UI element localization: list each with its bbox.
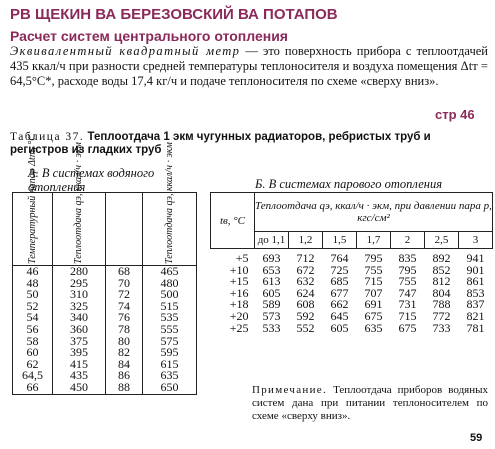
pressure-header: 2,5 [425, 232, 459, 249]
heat-output-cell: 605 [330, 320, 349, 335]
heat-output-cell: 435 [53, 370, 106, 382]
temp-diff-cell: 82 [106, 347, 143, 359]
col-header-temp-diff-2 [106, 193, 143, 266]
room-temp-cell: +10 [229, 262, 249, 277]
heat-output-cell: 500 [143, 289, 197, 301]
heat-output-cell: 715 [398, 308, 417, 323]
heat-output-cell: 310 [53, 289, 106, 301]
heat-output-cell: 465 [143, 266, 197, 278]
section-a-caption: А. В системах водяного отопления [28, 166, 155, 194]
heat-output-cell: 852 [432, 262, 451, 277]
heat-output-cell: 747 [398, 285, 417, 300]
heat-output-cell: 535 [143, 312, 197, 324]
heat-output-cell: 515 [143, 301, 197, 313]
table-row [13, 382, 197, 394]
room-temp-cell: +5 [235, 251, 249, 265]
heat-output-cell: 677 [330, 285, 349, 300]
heat-output-cell: 901 [466, 262, 485, 277]
heat-output-cell: 707 [364, 285, 383, 300]
heat-output-cell: 691 [364, 297, 383, 312]
heat-output-cell: 685 [330, 274, 349, 289]
heat-output-cell: 395 [53, 347, 106, 359]
heat-output-cell: 295 [53, 278, 106, 290]
heat-output-cell: 821 [466, 308, 485, 323]
room-temp-cell: +16 [229, 285, 249, 300]
definition-paragraph [10, 44, 488, 89]
pressure-header: 1,2 [289, 232, 323, 249]
heat-output-cell: 672 [296, 262, 315, 277]
temp-diff-cell: 78 [106, 324, 143, 336]
table-title-text: Теплоотдача 1 экм чугунных радиаторов, ребристых труб и регистров из гладких труб [10, 131, 431, 156]
heat-output-cell: 755 [364, 262, 383, 277]
heat-output-cell: 772 [432, 308, 451, 323]
heat-output-cell: 812 [432, 274, 451, 289]
temp-diff-cell: 76 [106, 312, 143, 324]
heat-output-cell: 731 [398, 297, 417, 312]
heat-output-cell: 715 [364, 274, 383, 289]
table-note [252, 384, 488, 423]
temp-diff-cell: 58 [13, 336, 53, 348]
col-header-temp-diff: Температурный напор Δtт, °С [13, 193, 53, 266]
heat-output-cell: 795 [364, 251, 383, 265]
heat-output-cell: 650 [143, 382, 197, 394]
note-label: Примечание. [252, 384, 328, 396]
col-header-heat-output-group: Теплоотдача qэ, ккал/ч · экм, при давлении пара p, кгс/см² [255, 193, 493, 232]
heat-output-cell: 635 [364, 320, 383, 335]
heat-output-cell: 555 [143, 324, 197, 336]
steam-heating-table [210, 192, 493, 334]
heat-output-cell: 764 [330, 251, 349, 265]
heat-output-cell: 632 [296, 274, 315, 289]
heat-output-cell: 592 [296, 308, 315, 323]
heat-output-cell: 340 [53, 312, 106, 324]
temp-diff-cell: 48 [13, 278, 53, 290]
room-temp-cell: +18 [229, 297, 249, 312]
pressure-header: 3 [459, 232, 493, 249]
heat-output-cell: 573 [262, 308, 281, 323]
heat-output-cell: 635 [143, 370, 197, 382]
heat-output-cell: 608 [296, 297, 315, 312]
header-authors: РВ ЩЕКИН ВА БЕРЕЗОВСКИЙ ВА ПОТАПОВ [10, 6, 338, 23]
heat-output-cell: 280 [53, 266, 106, 278]
heat-output-cell: 605 [262, 285, 281, 300]
temp-diff-cell: 46 [13, 266, 53, 278]
table-row [211, 323, 493, 335]
heat-output-cell: 415 [53, 359, 106, 371]
heat-output-cell: 645 [330, 308, 349, 323]
temp-diff-cell: 74 [106, 301, 143, 313]
pressure-header: 2 [391, 232, 425, 249]
heat-output-cell: 653 [262, 262, 281, 277]
heat-output-cell: 624 [296, 285, 315, 300]
temp-diff-cell: 86 [106, 370, 143, 382]
temp-diff-cell: 50 [13, 289, 53, 301]
heat-output-cell: 755 [398, 274, 417, 289]
temp-diff-cell: 70 [106, 278, 143, 290]
temp-diff-cell: 64,5 [13, 370, 53, 382]
heat-output-cell: 325 [53, 301, 106, 313]
room-temp-cell: +15 [229, 274, 249, 289]
heat-output-cell: 552 [296, 320, 315, 335]
heat-output-cell: 781 [466, 320, 485, 335]
heat-output-cell: 941 [466, 251, 485, 265]
heat-output-cell: 662 [330, 297, 349, 312]
table-label: Таблица 37. [10, 131, 85, 143]
header-book-title: Расчет систем центрального отопления [10, 28, 288, 44]
room-temp-cell: +20 [229, 308, 249, 323]
temp-diff-cell: 88 [106, 382, 143, 394]
heat-output-cell: 533 [262, 320, 281, 335]
section-b-caption: Б. В системах парового отопления [255, 177, 443, 191]
temp-diff-cell: 62 [13, 359, 53, 371]
heat-output-cell: 725 [330, 262, 349, 277]
pressure-header: 1,7 [357, 232, 391, 249]
temp-diff-cell: 56 [13, 324, 53, 336]
heat-output-cell: 861 [466, 274, 485, 289]
temp-diff-cell: 54 [13, 312, 53, 324]
definition-term: Эквивалентный квадратный метр [10, 44, 241, 58]
page-number: 59 [470, 432, 483, 444]
heat-output-cell: 615 [143, 359, 197, 371]
heat-output-cell: 835 [398, 251, 417, 265]
heat-output-cell: 804 [432, 285, 451, 300]
heat-output-cell: 595 [143, 347, 197, 359]
col-header-heat-output-2: Теплоотдача qэ, ккал/ч · экм [143, 193, 197, 266]
definition-text: — это поверхность прибора с теплоотдачей 435 ккал/ч при разности средней температуры теплоносителя и воздуха помещения Δtт = 64,5°С*, расходе воды 17,4 кг/ч и подаче теплоносителя по схеме «сверху вниз». [10, 44, 488, 88]
pressure-header: до 1,1 [255, 232, 289, 249]
heat-output-cell: 795 [398, 262, 417, 277]
temp-diff-cell: 60 [13, 347, 53, 359]
temp-diff-cell: 84 [106, 359, 143, 371]
heat-output-cell: 480 [143, 278, 197, 290]
heat-output-cell: 613 [262, 274, 281, 289]
heat-output-cell: 693 [262, 251, 281, 265]
heat-output-cell: 712 [296, 251, 315, 265]
heat-output-cell: 853 [466, 285, 485, 300]
col-header-heat-output-1: Теплоотдача qэ, ккал/ч · экм [53, 193, 106, 266]
note-text: Теплоотдача приборов водяных систем дана при питании теплоносителем по схеме «сверху вниз». [252, 384, 488, 422]
temp-diff-cell: 66 [13, 382, 53, 394]
temp-diff-cell: 52 [13, 301, 53, 313]
temp-diff-cell: 68 [106, 266, 143, 278]
room-temp-cell: +25 [229, 320, 249, 335]
temp-diff-cell: 72 [106, 289, 143, 301]
heat-output-cell: 575 [143, 336, 197, 348]
heat-output-cell: 892 [432, 251, 451, 265]
temp-diff-cell: 80 [106, 336, 143, 348]
heat-output-cell: 675 [398, 320, 417, 335]
heat-output-cell: 733 [432, 320, 451, 335]
page-reference: стр 46 [435, 107, 475, 122]
heat-output-cell: 375 [53, 336, 106, 348]
heat-output-cell: 360 [53, 324, 106, 336]
heat-output-cell: 450 [53, 382, 106, 394]
col-header-room-temp: tв, °С [211, 193, 255, 249]
pressure-header: 1,5 [323, 232, 357, 249]
heat-output-cell: 837 [466, 297, 485, 312]
heat-output-cell: 675 [364, 308, 383, 323]
heat-output-cell: 788 [432, 297, 451, 312]
heat-output-cell: 589 [262, 297, 281, 312]
